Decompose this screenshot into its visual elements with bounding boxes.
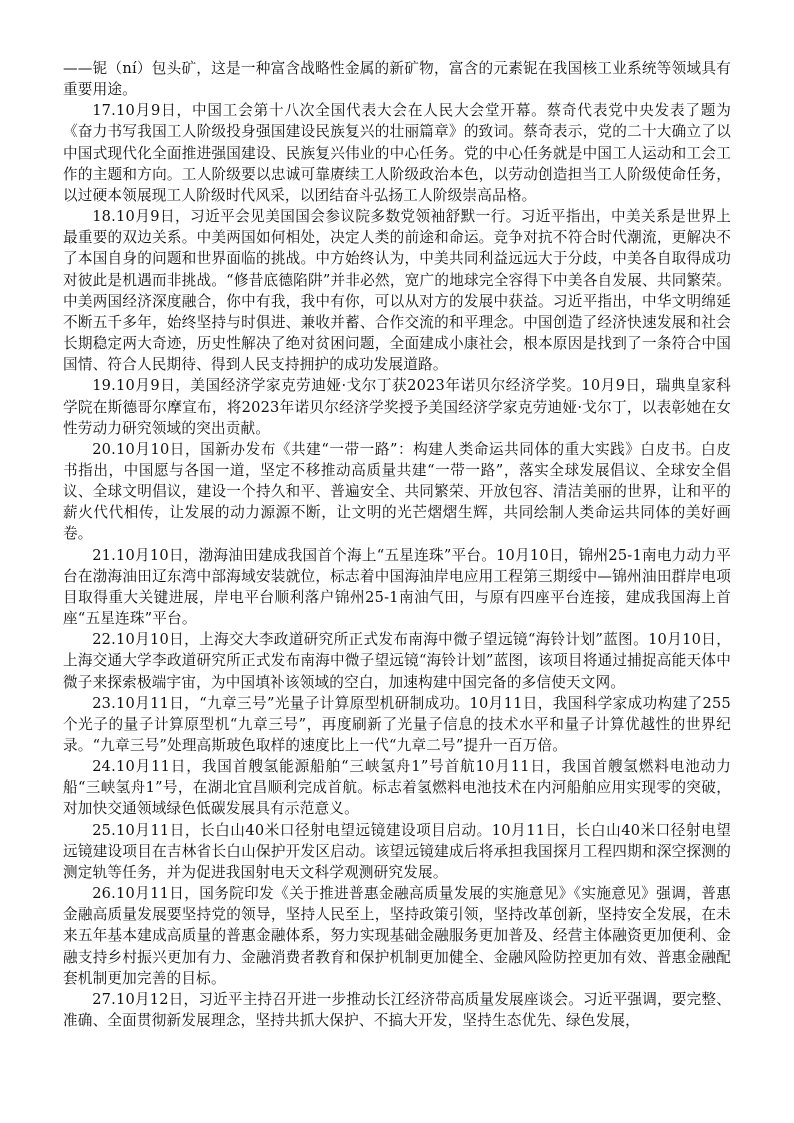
paragraph-item-24: 24.10月11日，我国首艘氢能源船舶“三峡氢舟1”号首航10月11日，我国首艘氢燃料电池动力船“三峡氢舟1”号，在湖北宜昌顺利完成首航。标志着氢燃料电池技术在内河船舶应用实现零的突破，对加快交通领域绿色低碳发展具有示范意义。: [63, 758, 731, 818]
paragraph-item-23: 23.10月11日，“九章三号”光量子计算原型机研制成功。10月11日，我国科学家成功构建了255个光子的量子计算原型机“九章三号”，再度刷新了光量子信息的技术水平和量子计算优越性的世界纪录。“九章三号”处理高斯玻色取样的速度比上一代“九章二号”提升一百万倍。: [63, 694, 731, 754]
paragraph-item-20: 20.10月10日，国新办发布《共建“一带一路”：构建人类命运共同体的重大实践》白皮书。白皮书指出，中国愿与各国一道，坚定不移推动高质量共建“一带一路”，落实全球发展倡议、全球安全倡议、全球文明倡议，建设一个持久和平、普遍安全、共同繁荣、开放包容、清洁美丽的世界，让和平的薪火代代相传，让发展的动力源源不断，让文明的光芒熠熠生辉，共同绘制人类命运共同体的美好画卷。: [63, 440, 731, 543]
paragraph-item-26: 26.10月11日，国务院印发《关于推进普惠金融高质量发展的实施意见》《实施意见》强调，普惠金融高质量发展要坚持党的领导，坚持人民至上，坚持政策引领，坚持改革创新，坚持安全发展，在未来五年基本建成高质量的普惠金融体系，努力实现基础金融服务更加普及、经营主体融资更加便利、金融支持乡村振兴更加有力、金融消费者教育和保护机制更加健全、金融风险防控更加有效、普惠金融配套机制更加完善的目标。: [63, 885, 731, 987]
paragraph-item-22: 22.10月10日，上海交大李政道研究所正式发布南海中微子望远镜“海铃计划”蓝图。10月10日，上海交通大学李政道研究所正式发布南海中微子望远镜“海铃计划”蓝图，该项目将通过捕捉高能天体中微子来探索极端宇宙，为中国填补该领域的空白，加速构建中国完备的多信使天文网。: [63, 631, 731, 691]
paragraph-item-27: 27.10月12日，习近平主持召开进一步推动长江经济带高质量发展座谈会。习近平强调，要完整、准确、全面贯彻新发展理念，坚持共抓大保护、不搞大开发，坚持生态优先、绿色发展，: [63, 990, 731, 1030]
paragraph-item-17: 17.10月9日，中国工会第十八次全国代表大会在人民大会堂开幕。蔡奇代表党中央发表了题为《奋力书写我国工人阶级投身强国建设民族复兴的壮丽篇章》的致词。蔡奇表示，党的二十大确立了以中国式现代化全面推进强国建设、民族复兴伟业的中心任务。党的中心任务就是中国工人运动和工会工作的主题和方向。工人阶级要以忠诚可靠赓续工人阶级政治本色，以劳动创造担当工人阶级使命任务，以过硬本领展现工人阶级时代风采，以团结奋斗弘扬工人阶级崇高品格。: [63, 102, 731, 204]
paragraph-continued: ——铌（ní）包头矿，这是一种富含战略性金属的新矿物，富含的元素铌在我国核工业系统等领域具有重要用途。: [63, 60, 731, 99]
paragraph-item-18: 18.10月9日，习近平会见美国国会参议院多数党领袖舒默一行。习近平指出，中美关系是世界上最重要的双边关系。中美两国如何相处，决定人类的前途和命运。竞争对抗不符合时代潮流，更解决不了本国自身的问题和世界面临的挑战。中方始终认为，中美共同利益远远大于分歧，中美各自取得成功对彼此是机遇而非挑战。“修昔底德陷阱”并非必然，宽广的地球完全容得下中美各自发展、共同繁荣。中美两国经济深度融合，你中有我，我中有你，可以从对方的发展中获益。习近平指出，中华文明绵延不断五千多年，始终坚持与时俱进、兼收并蓄、合作交流的和平理念。中国创造了经济快速发展和社会长期稳定两大奇迹，历史性解决了绝对贫困问题，全面建成小康社会，根本原因是找到了一条符合中国国情、符合人民期待、得到人民支持拥护的成功发展道路。: [63, 208, 731, 374]
paragraph-item-21: 21.10月10日，渤海油田建成我国首个海上“五星连珠”平台。10月10日，锦州25-1南电力动力平台在渤海油田辽东湾中部海域安装就位，标志着中国海油岸电应用工程第三期绥中—锦州油田群岸电项目取得重大关键进展，岸电平台顺利落户锦州25-1南油气田，与原有四座平台连接，建成我国海上首座“五星连珠”平台。: [63, 546, 731, 628]
document-body: [63, 58, 731, 1031]
paragraph-item-25: 25.10月11日，长白山40米口径射电望远镜建设项目启动。10月11日，长白山40米口径射电望远镜建设项目在吉林省长白山保护开发区启动。该望远镜建成后将承担我国探月工程四期和深空探测的测定轨等任务，并为促进我国射电天文科学观测研究发展。: [63, 821, 731, 881]
paragraph-item-19: 19.10月9日，美国经济学家克劳迪娅·戈尔丁获2023年诺贝尔经济学奖。10月9日，瑞典皇家科学院在斯德哥尔摩宣布，将2023年诺贝尔经济学奖授予美国经济学家克劳迪娅·戈尔丁，以表彰她在女性劳动力研究领域的突出贡献。: [63, 377, 731, 437]
